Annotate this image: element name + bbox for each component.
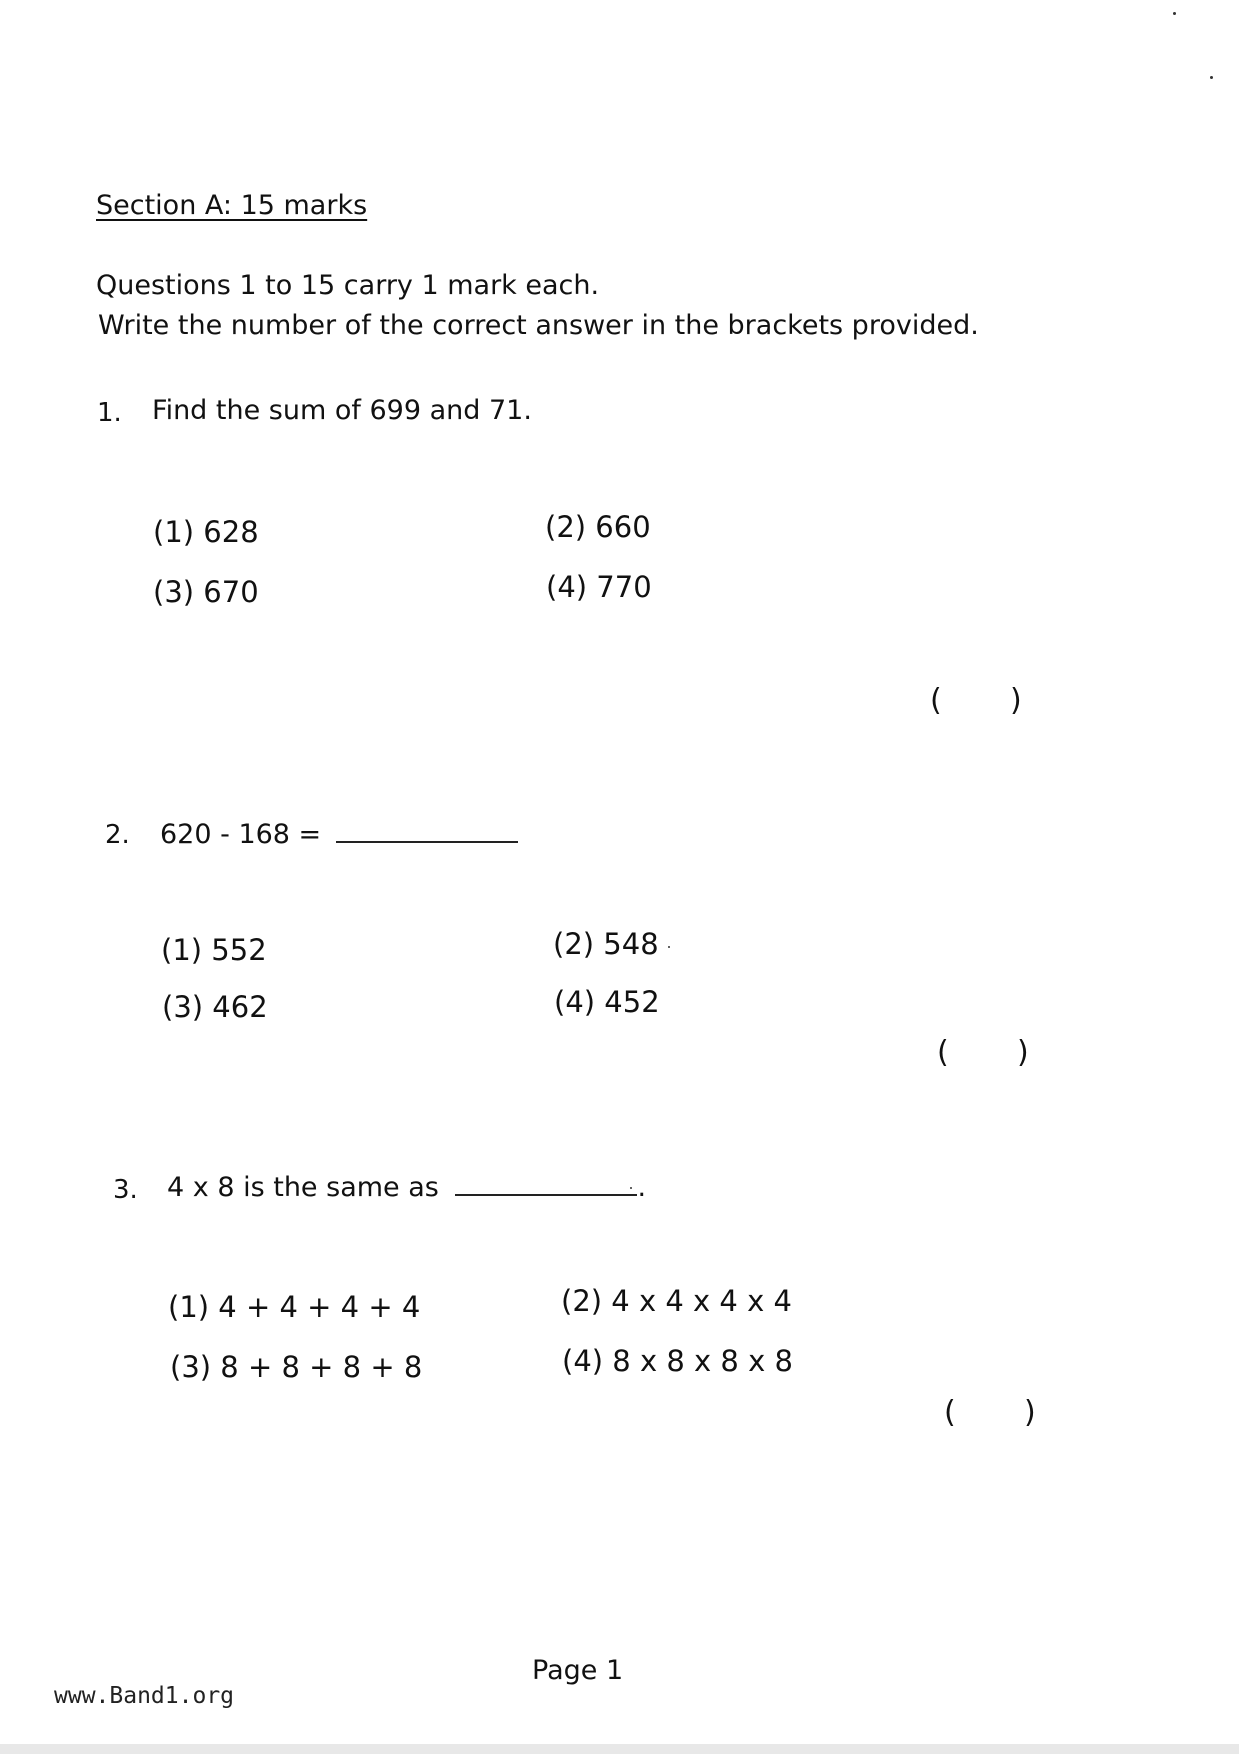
option-1: (1) 628 <box>153 515 259 549</box>
answer-blank-line <box>336 817 518 843</box>
scan-speck <box>630 1187 632 1189</box>
instruction-line-1: Questions 1 to 15 carry 1 mark each. <box>96 270 600 301</box>
instruction-line-2: Write the number of the correct answer in the brackets provided. <box>98 310 979 341</box>
scan-speck <box>1173 12 1176 15</box>
option-2: (2) 4 x 4 x 4 x 4 <box>561 1284 792 1318</box>
question-text <box>167 1170 646 1203</box>
blank-suffix: . <box>637 1172 647 1203</box>
scan-speck <box>668 946 670 948</box>
scan-speck <box>1210 76 1213 79</box>
answer-blank-line <box>455 1170 637 1196</box>
option-2: (2) 660 <box>545 510 651 544</box>
answer-bracket-open: ( <box>937 1035 949 1070</box>
option-3: (3) 8 + 8 + 8 + 8 <box>170 1350 423 1384</box>
question-text: Find the sum of 699 and 71. <box>152 395 532 426</box>
question-number: 3. <box>113 1175 138 1205</box>
section-title: Section A: 15 marks <box>96 190 368 221</box>
scan-bottom-edge <box>0 1744 1239 1754</box>
option-1: (1) 4 + 4 + 4 + 4 <box>168 1290 421 1324</box>
option-4: (4) 452 <box>554 985 660 1019</box>
option-4: (4) 770 <box>546 570 652 604</box>
answer-bracket-open: ( <box>944 1395 956 1430</box>
option-1: (1) 552 <box>161 933 267 967</box>
option-3: (3) 462 <box>162 990 268 1024</box>
question-number: 2. <box>105 820 130 850</box>
website-url: www.Band1.org <box>54 1683 235 1709</box>
option-2: (2) 548 <box>553 927 659 961</box>
page-number: Page 1 <box>532 1655 624 1686</box>
answer-bracket-open: ( <box>930 683 942 718</box>
question-number: 1. <box>97 398 122 428</box>
question-text <box>160 817 518 850</box>
answer-bracket-close: ) <box>1017 1035 1029 1070</box>
question-text-content: 4 x 8 is the same as <box>167 1172 439 1203</box>
question-text-content: 620 - 168 = <box>160 819 322 850</box>
answer-bracket-close: ) <box>1010 683 1022 718</box>
option-4: (4) 8 x 8 x 8 x 8 <box>562 1344 793 1378</box>
option-3: (3) 670 <box>153 575 259 609</box>
answer-bracket-close: ) <box>1024 1395 1036 1430</box>
